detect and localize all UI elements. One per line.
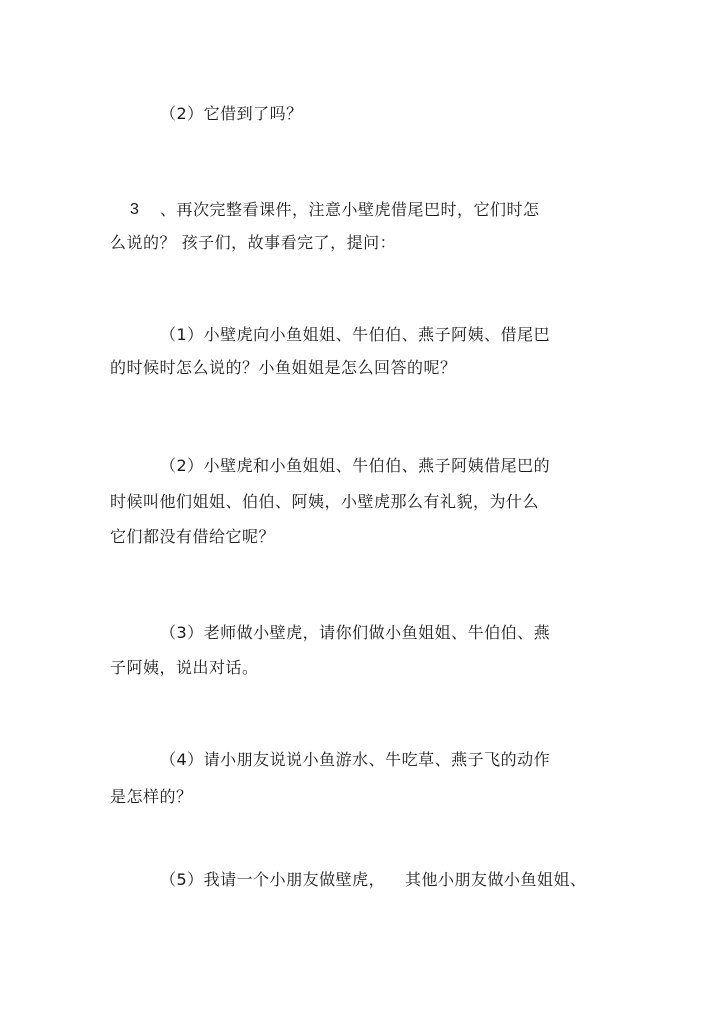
item-5-line1-part2: 其他小朋友做小鱼姐姐、 [405,870,587,889]
step-3-text-line1: 、再次完整看课件，注意小壁虎借尾巴时，它们时怎 [160,200,540,219]
item-5-line1-part1: （5）我请一个小朋友做壁虎， [160,870,386,889]
item-2-line2: 时候叫他们姐姐、伯伯、阿姨，小壁虎那么有礼貌，为什么 [110,492,540,511]
item-1-line2: 的时候时怎么说的？小鱼姐姐是怎么回答的呢？ [110,358,457,377]
q2-did-it-borrow: （2）它借到了吗？ [160,104,303,123]
item-4-line2: 是怎样的？ [110,787,193,806]
item-4-line1: （4）请小朋友说说小鱼游水、牛吃草、燕子飞的动作 [160,750,551,769]
item-3-line2: 子阿姨，说出对话。 [110,658,259,677]
step-3-text-line2: 么说的？ 孩子们，故事看完了，提问： [110,233,397,252]
item-2-line1: （2）小壁虎和小鱼姐姐、牛伯伯、燕子阿姨借尾巴的 [160,456,551,475]
item-1-line1: （1）小壁虎向小鱼姐姐、牛伯伯、燕子阿姨、借尾巴 [160,325,551,344]
step-3-number: 3 [130,201,140,218]
item-3-line1: （3）老师做小壁虎，请你们做小鱼姐姐、牛伯伯、燕 [160,623,551,642]
item-2-line3: 它们都没有借给它呢？ [110,527,276,546]
